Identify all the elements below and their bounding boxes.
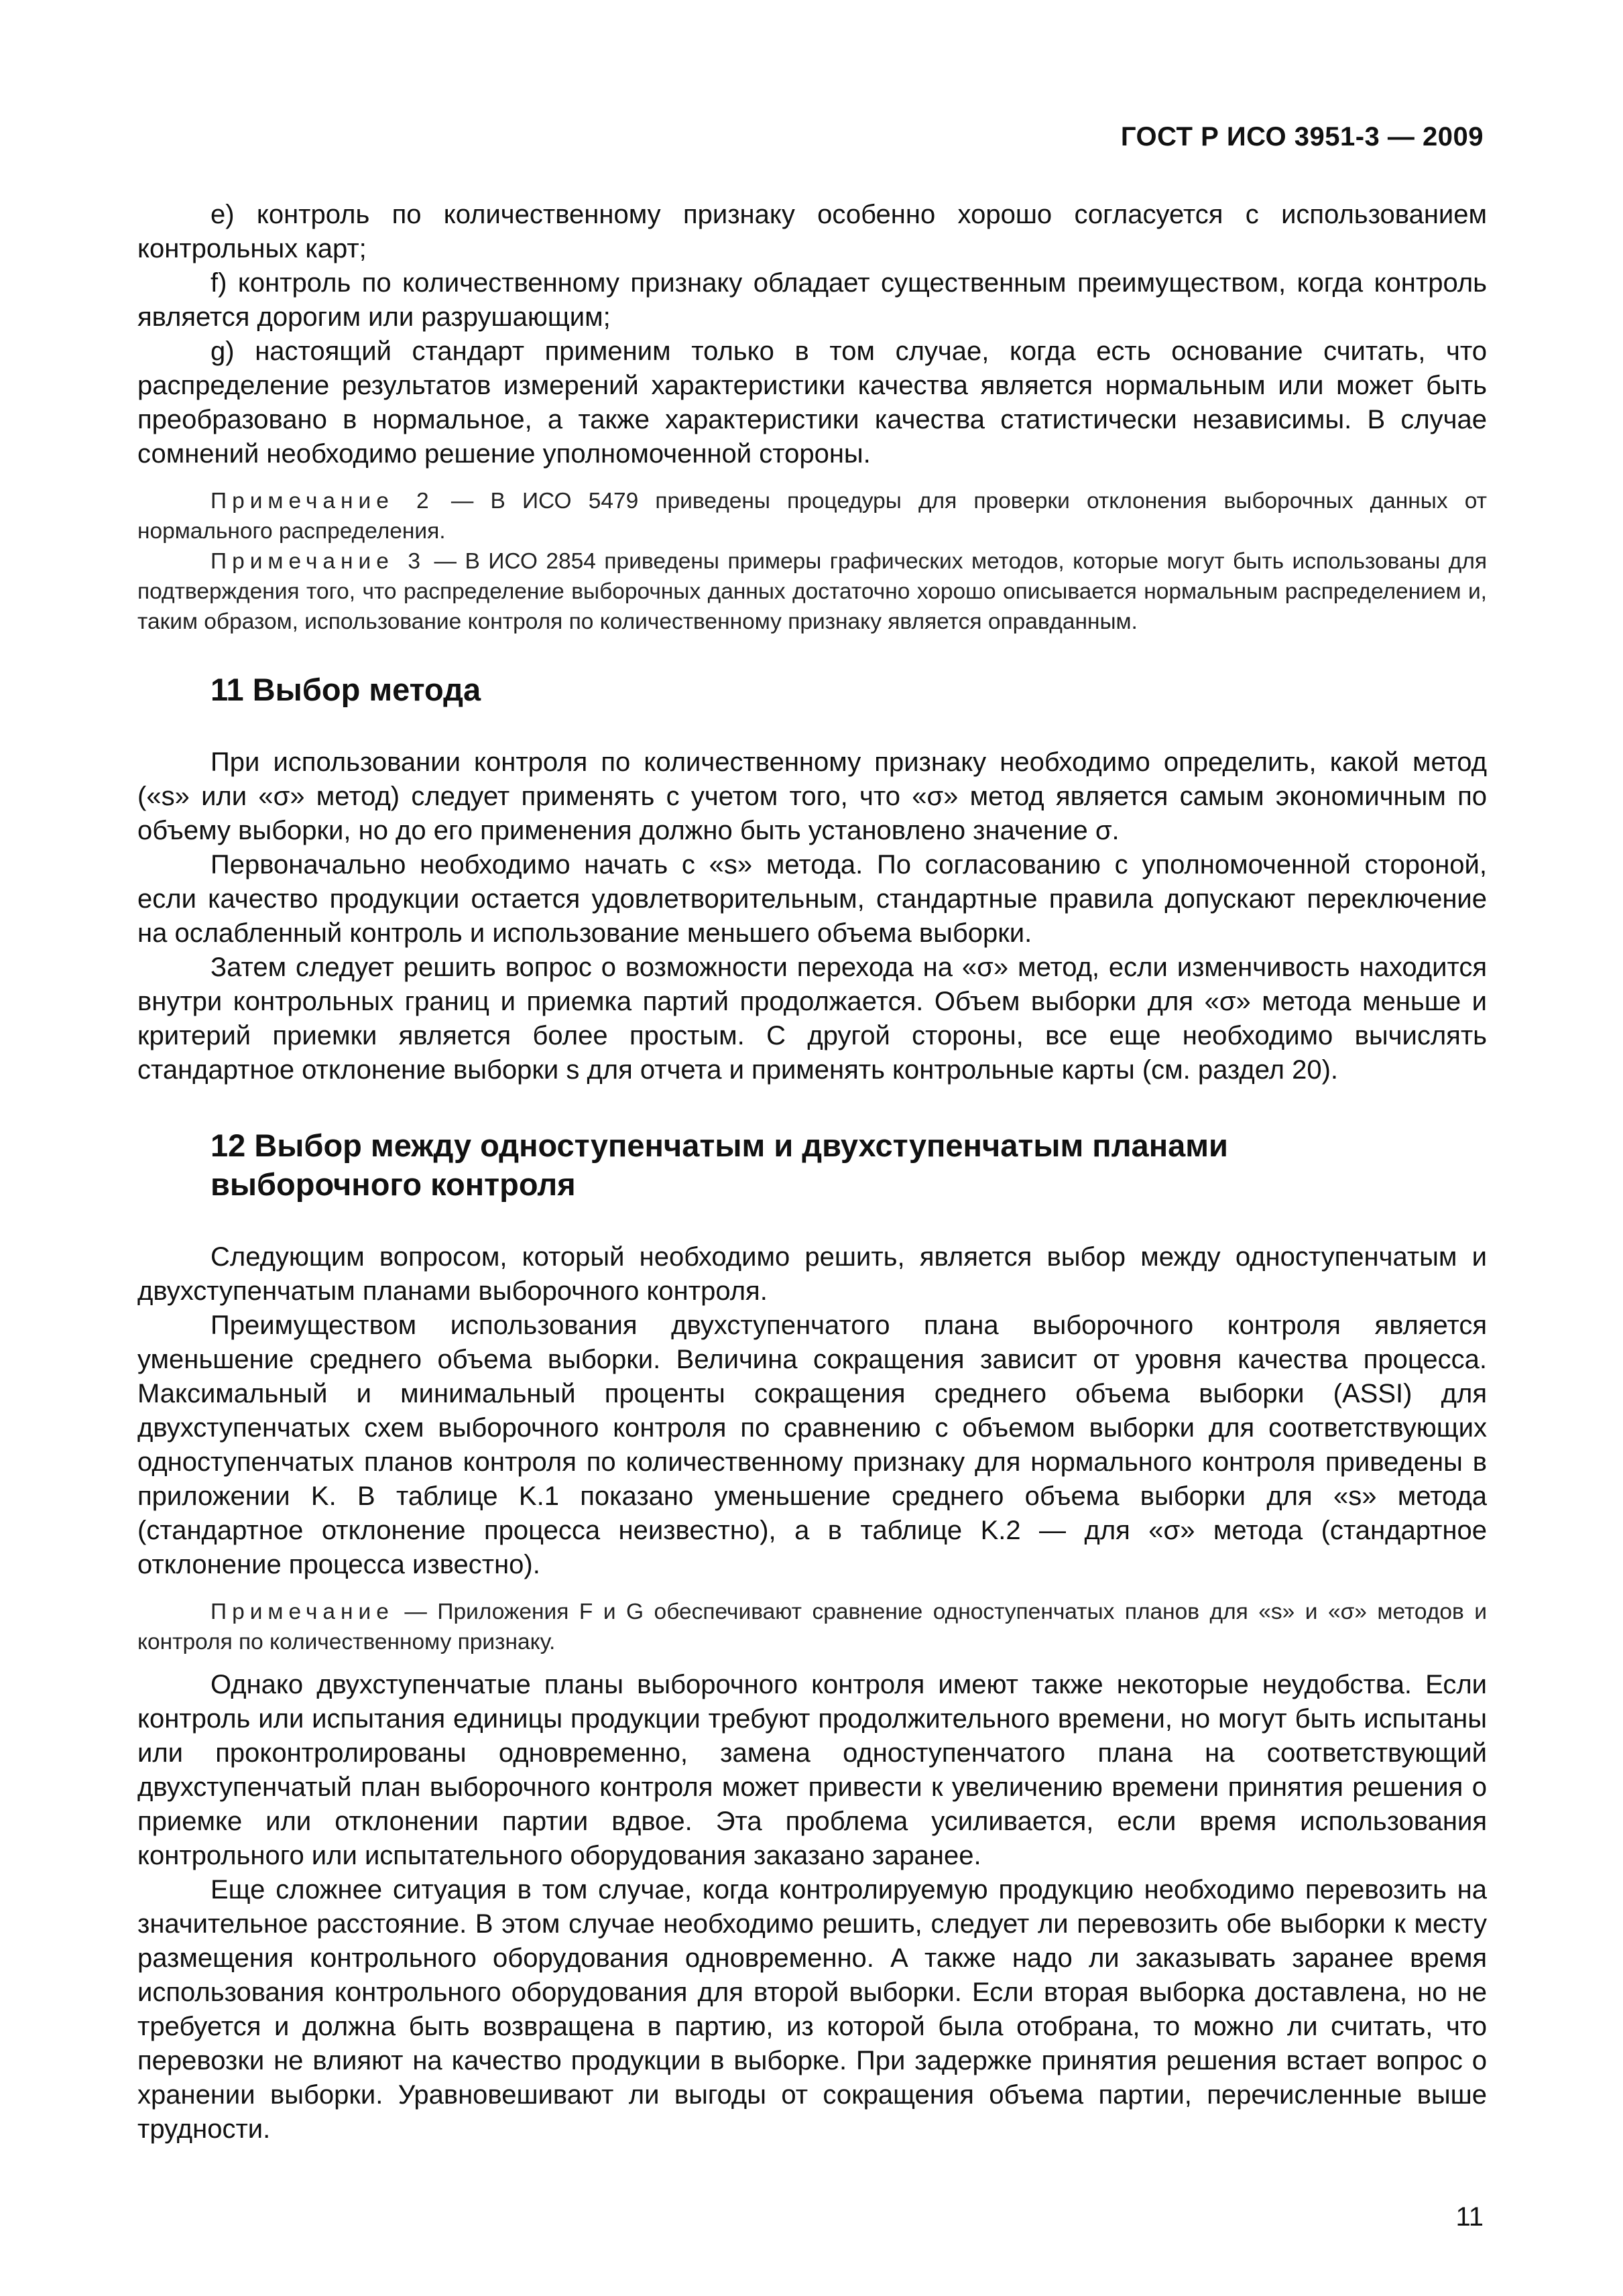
list-item: f) контроль по количественному признаку обладает существенным преимуществом, когда контроль является дорогим или разрушающим; xyxy=(137,268,1487,332)
section-11-heading: 11 Выбор метода xyxy=(211,672,481,707)
list-item: g) настоящий стандарт применим только в том случае, когда есть основание считать, что распределение результатов измерений характеристики качества является нормальным или может быть преобразовано в нормальное, а также характеристики качества статистически независимы. В случае сомнений необходимо решение уполномоченной стороны. xyxy=(137,337,1487,469)
section-12-heading xyxy=(137,1126,1487,1204)
section-12-heading-line2: выборочного контроля xyxy=(211,1166,576,1202)
document-header: ГОСТ Р ИСО 3951-3 — 2009 xyxy=(1120,122,1484,152)
note-label: Примечание 3 xyxy=(211,549,426,574)
paragraph: Еще сложнее ситуация в том случае, когда контролируемую продукцию необходимо перевозить на значительное расстояние. В этом случае необходимо решить, следует ли перевозить обе выборки к месту размещения контрольного оборудования одновременно. А также надо ли заказывать заранее время использования контрольного оборудования для второй выборки. Если вторая выборка доставлена, но не требуется и должна быть возвращена в партию, из которой была отобрана, то можно ли считать, что перевозки не влияют на качество продукции в выборке. При задержке принятия решения встает вопрос о хранении выборки. Уравновешивают ли выгоды от сокращения объема партии, перечисленные выше трудности. xyxy=(137,1875,1487,2144)
note-label: Примечание xyxy=(211,1599,394,1624)
note-label: Примечание 2 xyxy=(211,489,434,513)
paragraph: Однако двухступенчатые планы выборочного контроля имеют также некоторые неудобства. Если контроль или испытания единицы продукции требуют продолжительного времени, но могут быть испытаны или проконтролированы одновременно, замена одноступенчатого плана на соответствующий двухступенчатый план выборочного контроля может привести к увеличению времени принятия решения о приемке или отклонении партии вдвое. Эта проблема усиливается, если время использования контрольного или испытательного оборудования заказано заранее. xyxy=(137,1670,1487,1870)
paragraph: При использовании контроля по количественному признаку необходимо определить, какой метод («s» или «σ» метод) следует применять с учетом того, что «σ» метод является самым экономичным по объему выборки, но до его применения должно быть установлено значение σ. xyxy=(137,747,1487,845)
note-3 xyxy=(137,546,1487,637)
page-number: 11 xyxy=(1455,2202,1484,2232)
paragraph: Затем следует решить вопрос о возможности перехода на «σ» метод, если изменчивость находится внутри контрольных границ и приемка партий продолжается. Объем выборки для «σ» метода меньше и критерий приемки является более простым. С другой стороны, все еще необходимо вычислять стандартное отклонение выборки s для отчета и применять контрольные карты (см. раздел 20). xyxy=(137,953,1487,1085)
note-text: — Приложения F и G обеспечивают сравнение одноступенчатых планов для «s» и «σ» методов и контроля по количественному признаку. xyxy=(137,1599,1487,1654)
section-12-heading-line1: 12 Выбор между одноступенчатым и двухступенчатым планами xyxy=(211,1128,1228,1163)
paragraph: Преимуществом использования двухступенчатого плана выборочного контроля является уменьшение среднего объема выборки. Величина сокращения зависит от уровня качества процесса. Максимальный и минимальный проценты сокращения среднего объема выборки (ASSI) для двухступенчатых схем выборочного контроля по сравнению с объемом выборки для соответствующих одноступенчатых планов контроля по количественному признаку для нормального контроля приведены в приложении K. В таблице K.1 показано уменьшение среднего объема выборки для «s» метода (стандартное отклонение процесса неизвестно), а в таблице K.2 — для «σ» метода (стандартное отклонение процесса известно). xyxy=(137,1311,1487,1579)
paragraph: Следующим вопросом, который необходимо решить, является выбор между одноступенчатым и двухступенчатым планами выборочного контроля. xyxy=(137,1242,1487,1306)
note-text: — В ИСО 5479 приведены процедуры для проверки отклонения выборочных данных от нормального распределения. xyxy=(137,489,1487,544)
note-2 xyxy=(137,486,1487,546)
note xyxy=(137,1597,1487,1657)
paragraph: Первоначально необходимо начать с «s» метода. По согласованию с уполномоченной стороной, если качество продукции остается удовлетворительным, стандартные правила допускают переключение на ослабленный контроль и использование меньшего объема выборки. xyxy=(137,850,1487,948)
list-item: е) контроль по количественному признаку особенно хорошо согласуется с использованием контрольных карт; xyxy=(137,200,1487,263)
page-content xyxy=(137,198,1487,2147)
note-text: — В ИСО 2854 приведены примеры графических методов, которые могут быть использованы для подтверждения того, что распределение выборочных данных достаточно хорошо описывается нормальным распределением и, таким образом, использование контроля по количественному признаку является оправданным. xyxy=(137,549,1488,634)
